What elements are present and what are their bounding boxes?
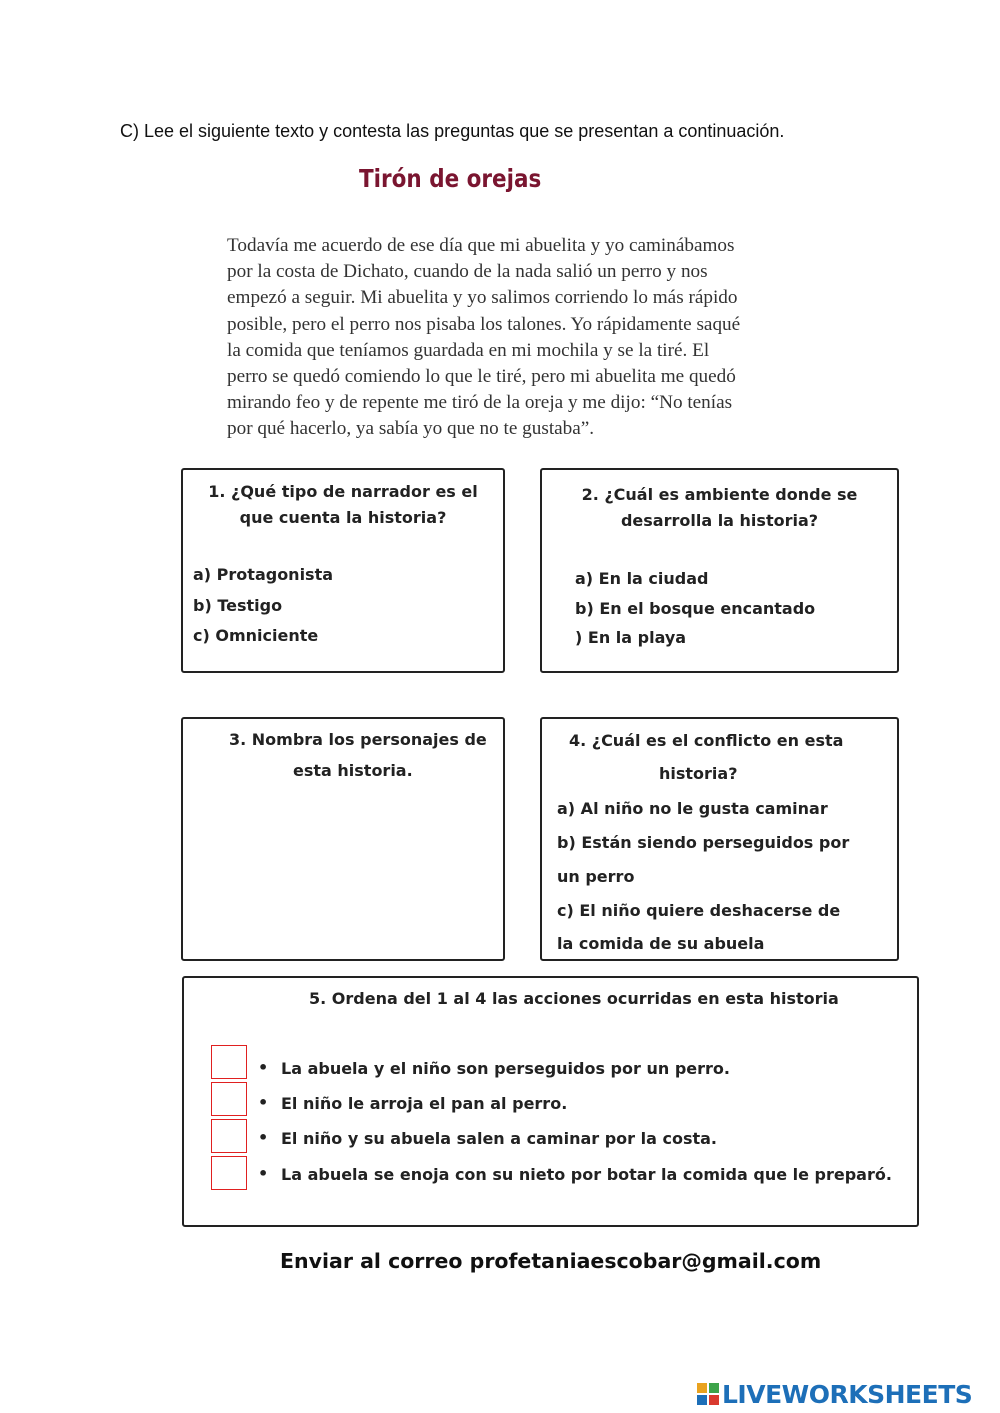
order-input-3[interactable] [211,1119,247,1153]
question-5-box [182,976,919,1227]
question-1-option-c[interactable]: c) Omniciente [193,626,319,645]
question-4-title: 4. ¿Cuál es el conflicto en esta [569,731,844,750]
story-line: posible, pero el perro nos pisaba los talones. Yo rápidamente saqué [227,313,741,335]
question-2-title: desarrolla la historia? [620,511,819,530]
question-5-title: 5. Ordena del 1 al 4 las acciones ocurridas en esta historia [309,989,839,1008]
question-1-option-a[interactable]: a) Protagonista [193,565,334,584]
instruction-text: C) Lee el siguiente texto y contesta las preguntas que se presentan a continuación. [120,121,785,141]
question-4-option-c-cont[interactable]: la comida de su abuela [557,934,765,953]
story-line: por qué hacerlo, ya sabía yo que no te gustaba”. [227,418,595,440]
question-2-option-a[interactable]: a) En la ciudad [575,569,709,588]
story-title: Tirón de orejas [359,164,542,193]
question-3-answer-area[interactable] [193,794,493,949]
question-4-title: historia? [659,764,738,783]
question-1-box [181,468,505,673]
bullet: • [258,1164,269,1183]
question-2-option-c[interactable]: ) En la playa [575,628,687,647]
order-input-2[interactable] [211,1082,247,1116]
story-line: por la costa de Dichato, cuando de la nada salió un perro y nos [227,261,708,283]
liveworksheets-logo-icon [697,1383,719,1405]
liveworksheets-logo [697,1379,972,1409]
question-2-option-b[interactable]: b) En el bosque encantado [575,599,816,618]
liveworksheets-logo-text: LIVEWORKSHEETS [722,1379,973,1409]
story-line: perro se quedó comiendo lo que le tiré, pero mi abuelita me quedó [227,366,736,388]
question-4-option-a[interactable]: a) Al niño no le gusta caminar [557,799,828,818]
order-input-4[interactable] [211,1156,247,1190]
story-text [227,233,807,443]
question-1-title: 1. ¿Qué tipo de narrador es el [208,482,478,501]
question-3-box [181,717,505,961]
story-line: empezó a seguir. Mi abuelita y yo salimos corriendo lo más rápido [227,287,738,309]
question-2-title: 2. ¿Cuál es ambiente donde se [581,485,858,504]
story-line: mirando feo y de repente me tiró de la oreja y me dijo: “No tenías [227,392,733,414]
action-item-2: El niño le arroja el pan al perro. [281,1094,568,1113]
action-item-1: La abuela y el niño son perseguidos por un perro. [281,1059,730,1078]
order-input-1[interactable] [211,1045,247,1079]
story-line: Todavía me acuerdo de ese día que mi abuelita y yo caminábamos [227,235,735,256]
question-4-box [540,717,899,961]
question-1-title: que cuenta la historia? [239,508,447,527]
email-instruction: Enviar al correo profetaniaescobar@gmail.com [280,1249,822,1273]
bullet: • [258,1128,269,1147]
question-4-option-b-cont[interactable]: un perro [557,867,635,886]
question-2-box [540,468,899,673]
question-3-title: esta historia. [293,761,413,780]
question-3-title: 3. Nombra los personajes de [229,730,487,749]
story-line: la comida que teníamos guardada en mi mochila y se la tiré. El [227,339,710,361]
question-1-option-b[interactable]: b) Testigo [193,596,283,615]
bullet: • [258,1093,269,1112]
action-item-3: El niño y su abuela salen a caminar por la costa. [281,1129,717,1148]
question-4-option-b[interactable]: b) Están siendo perseguidos por [557,833,850,852]
question-4-option-c[interactable]: c) El niño quiere deshacerse de [557,901,841,920]
action-item-4: La abuela se enoja con su nieto por botar la comida que le preparó. [281,1165,892,1184]
bullet: • [258,1058,269,1077]
